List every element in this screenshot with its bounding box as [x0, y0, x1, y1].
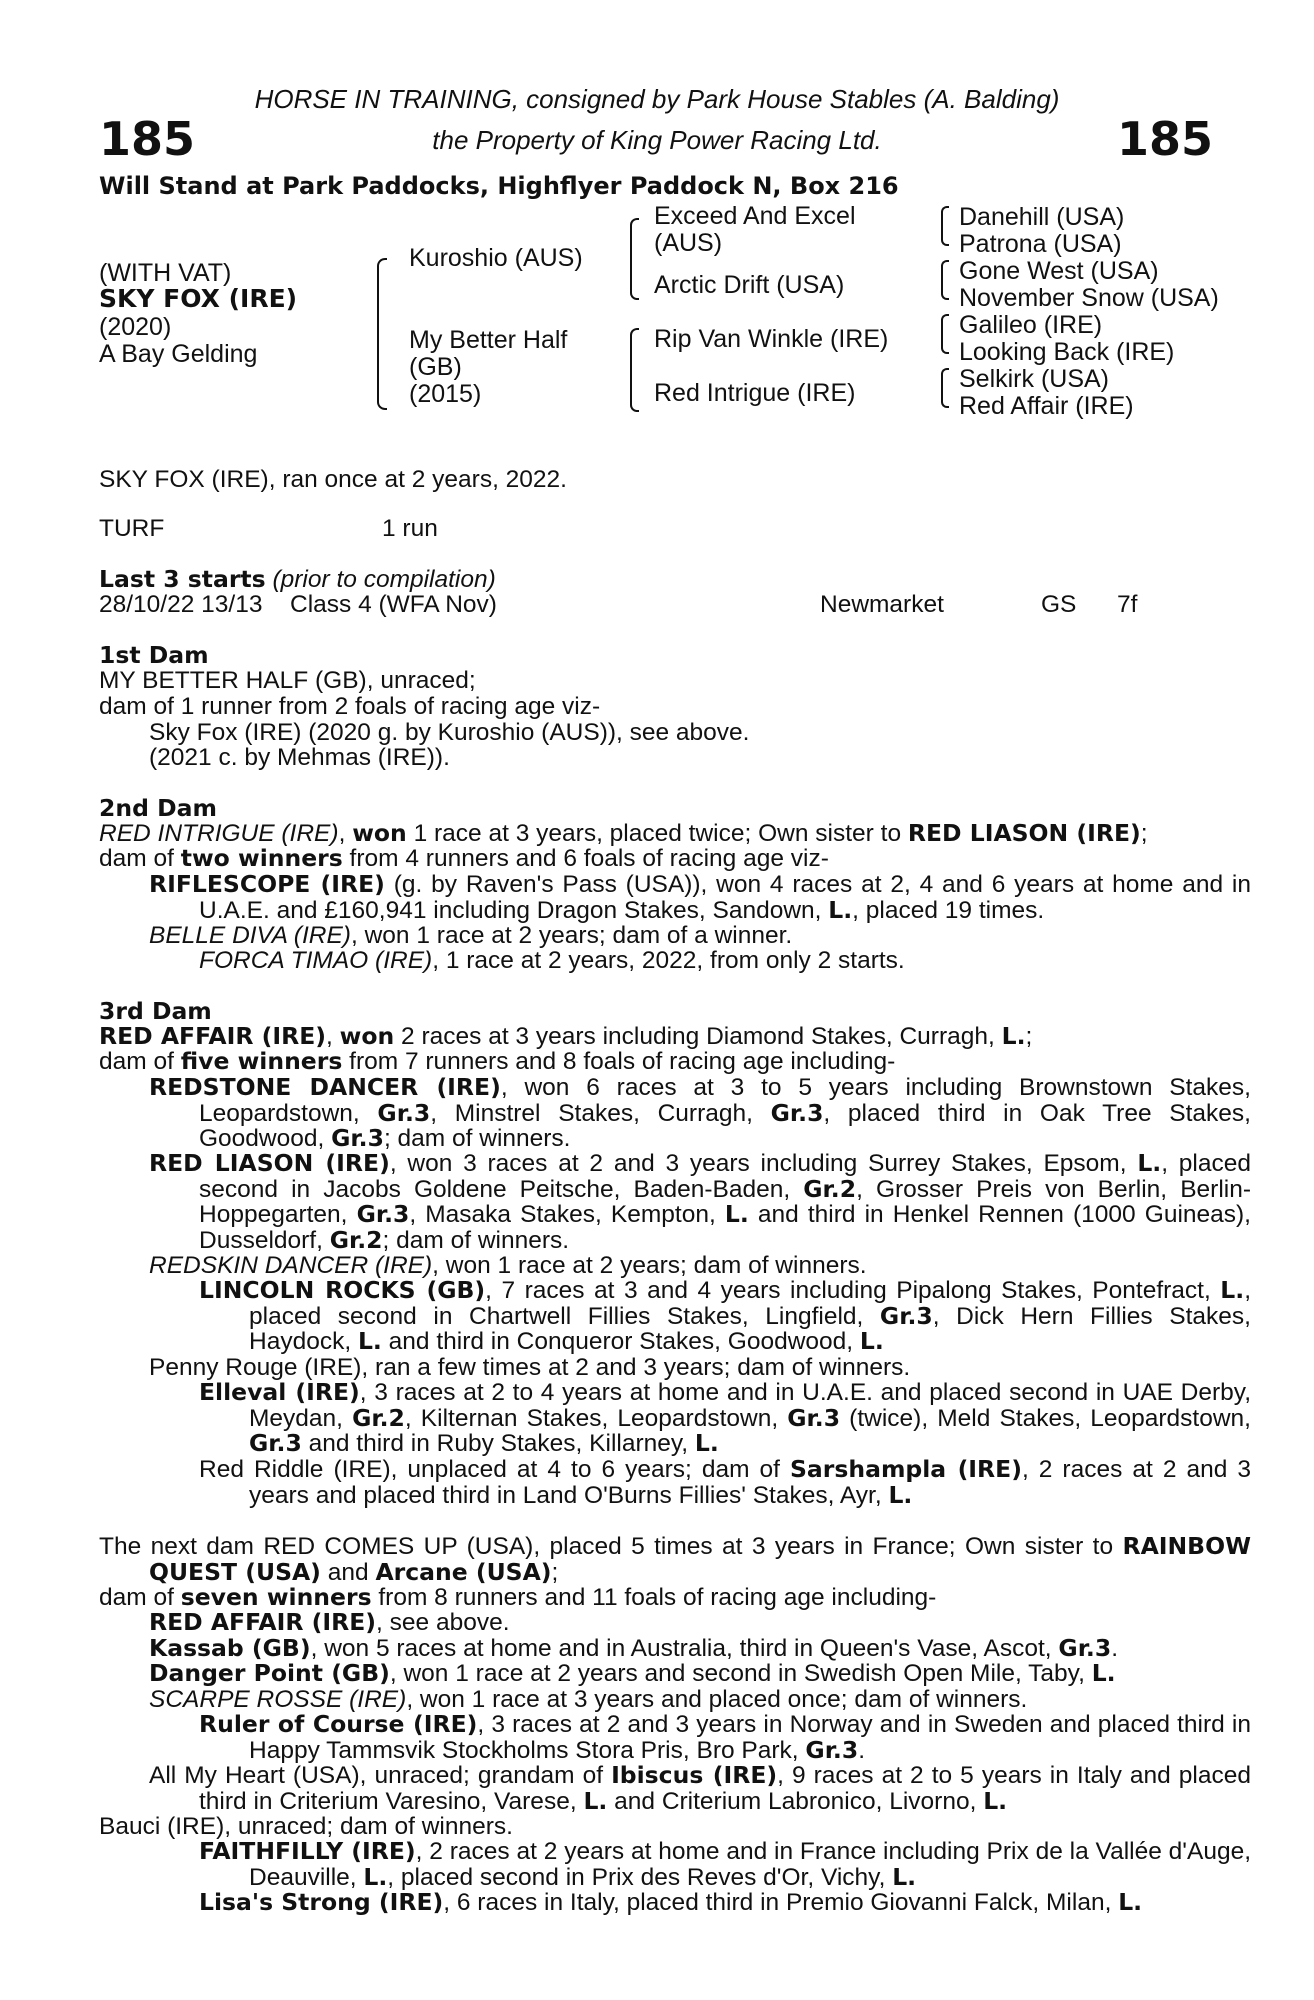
- pedigree-ddd: Red Affair (IRE): [959, 392, 1134, 420]
- start-course: Newmarket: [820, 591, 944, 618]
- dam2-runner-forca-timao: FORCA TIMAO (IRE), 1 race at 2 years, 2022, from only 2 starts.: [199, 947, 905, 974]
- lot-number-left: 185: [99, 112, 196, 166]
- pedigree-sdd: November Snow (USA): [959, 284, 1219, 312]
- dam3-line1: RED AFFAIR (IRE), won 2 races at 3 years including Diamond Stakes, Curragh, L.;: [99, 1022, 1033, 1050]
- pedigree-sire: Kuroshio (AUS): [409, 244, 583, 272]
- dam2-heading: 2nd Dam: [99, 794, 217, 822]
- record-surface: TURF: [99, 515, 165, 542]
- nextdam-runner-faithfilly: FAITHFILLY (IRE), 2 races at 2 years at home and in France including Prix de la Vallée d'Auge, Deauville, L., placed second in Prix des Reves d'Or, Vichy, L.: [199, 1837, 1251, 1891]
- dam3-heading: 3rd Dam: [99, 997, 212, 1025]
- dam2-runner-riflescope: RIFLESCOPE (IRE) (g. by Raven's Pass (USA)), won 4 races at 2, 4 and 6 years at home and in U.A.E. and £160,941 including Dragon Stakes, Sandown, L., placed 19 times.: [149, 870, 1251, 924]
- dam3-runner-elleval: Elleval (IRE), 3 races at 2 to 4 years at home and in U.A.E. and placed second in UAE Derby, Meydan, Gr.2, Kilternan Stakes, Leopardstown, Gr.3 (twice), Meld Stakes, Leopardstown, Gr.3 and third in Ruby Stakes, Killarney, L.: [199, 1378, 1251, 1457]
- brace-gen1: [377, 258, 387, 410]
- nextdam-runner-kassab: Kassab (GB), won 5 races at home and in Australia, third in Queen's Vase, Ascot, Gr.3.: [149, 1634, 1119, 1662]
- pedigree-ssd: Patrona (USA): [959, 230, 1122, 258]
- pedigree-dds: Selkirk (USA): [959, 365, 1110, 393]
- brace-sire-side: [630, 218, 639, 300]
- dam3-runner-penny-rouge: Penny Rouge (IRE), ran a few times at 2 and 3 years; dam of winners.: [149, 1354, 911, 1381]
- pedigree-dam-year: (2015): [409, 380, 482, 408]
- dam1-heading: 1st Dam: [99, 641, 209, 669]
- nextdam-runner-scarpe-rosse: SCARPE ROSSE (IRE), won 1 race at 3 years and placed once; dam of winners.: [149, 1686, 1028, 1713]
- brace-gen3-3: [941, 314, 949, 354]
- pedigree-dam-line1: My Better Half: [409, 326, 568, 354]
- horse-year: (2020): [99, 313, 172, 341]
- nextdam-runner-bauci: Bauci (IRE), unraced; dam of winners.: [99, 1813, 513, 1840]
- brace-gen3-2: [941, 260, 949, 300]
- pedigree-sds: Gone West (USA): [959, 257, 1159, 285]
- start-going: GS: [1041, 591, 1077, 618]
- start-date-position: 28/10/22 13/13: [99, 591, 263, 618]
- race-summary: SKY FOX (IRE), ran once at 2 years, 2022.: [99, 466, 567, 493]
- pedigree-dam-sire: Rip Van Winkle (IRE): [654, 325, 889, 353]
- pedigree-dss: Galileo (IRE): [959, 311, 1103, 339]
- record-runs: 1 run: [382, 515, 438, 542]
- pedigree-sss: Danehill (USA): [959, 203, 1125, 231]
- brace-gen3-1: [941, 206, 949, 246]
- start-race-class: Class 4 (WFA Nov): [290, 591, 497, 618]
- nextdam-runner-all-my-heart: All My Heart (USA), unraced; grandam of Ibiscus (IRE), 9 races at 2 to 5 years in Italy and placed third in Criterium Varesino, Varese, L. and Criterium Labronico, Livorno, L.: [149, 1761, 1251, 1815]
- dam3-runner-red-riddle: Red Riddle (IRE), unplaced at 4 to 6 years; dam of Sarshampla (IRE), 2 races at 2 and 3 years and placed third in Land O'Burns Fillies' Stakes, Ayr, L.: [199, 1455, 1251, 1509]
- dam1-foal2: (2021 c. by Mehmas (IRE)).: [149, 744, 450, 771]
- vat-label: (WITH VAT): [99, 259, 232, 287]
- dam1-line2: dam of 1 runner from 2 foals of racing age viz-: [99, 693, 601, 720]
- nextdam-runner-red-affair: RED AFFAIR (IRE), see above.: [149, 1608, 510, 1636]
- nextdam-line2: dam of seven winners from 8 runners and 11 foals of racing age including-: [99, 1583, 937, 1611]
- last-starts-heading: Last 3 starts (prior to compilation): [99, 565, 496, 593]
- start-distance: 7f: [1117, 591, 1138, 618]
- dam3-runner-redstone-dancer: REDSTONE DANCER (IRE), won 6 races at 3 to 5 years including Brownstown Stakes, Leopardstown, Gr.3, Minstrel Stakes, Curragh, Gr.3, placed third in Oak Tree Stakes, Goodwood, Gr.3; dam of winners.: [149, 1073, 1251, 1152]
- dam3-runner-redskin-dancer: REDSKIN DANCER (IRE), won 1 race at 2 years; dam of winners.: [149, 1252, 867, 1279]
- pedigree-sire-sire-line2: (AUS): [654, 229, 723, 257]
- pedigree-sire-sire-line1: Exceed And Excel: [654, 202, 856, 230]
- dam2-line2: dam of two winners from 4 runners and 6 foals of racing age viz-: [99, 844, 829, 872]
- dam3-line2: dam of five winners from 7 runners and 8 foals of racing age including-: [99, 1047, 896, 1075]
- dam3-runner-lincoln-rocks: LINCOLN ROCKS (GB), 7 races at 3 and 4 years including Pipalong Stakes, Pontefract, L., placed second in Chartwell Fillies Stakes, Lingfield, Gr.3, Dick Hern Fillies Stakes, Haydock, L. and third in Conqueror Stakes, Goodwood, L.: [199, 1276, 1252, 1355]
- dam3-runner-red-liason: RED LIASON (IRE), won 3 races at 2 and 3 years including Surrey Stakes, Epsom, L., placed second in Jacobs Goldene Peitsche, Baden-Baden, Gr.2, Grosser Preis von Berlin, Berlin-Hoppegarten, Gr.3, Masaka Stakes, Kempton, L. and third in Henkel Rennen (1000 Guineas), Dusseldorf, Gr.2; dam of winners.: [149, 1149, 1251, 1254]
- lot-number-right: 185: [1117, 112, 1214, 166]
- brace-dam-side: [630, 328, 639, 412]
- property-line: the Property of King Power Racing Ltd.: [432, 125, 882, 155]
- nextdam-runner-lisas-strong: Lisa's Strong (IRE), 6 races in Italy, placed third in Premio Giovanni Falck, Milan, L.: [199, 1888, 1143, 1916]
- consignor-line: HORSE IN TRAINING, consigned by Park House Stables (A. Balding): [254, 84, 1060, 114]
- dam2-line1: RED INTRIGUE (IRE), won 1 race at 3 years, placed twice; Own sister to RED LIASON (IRE);: [99, 819, 1148, 847]
- pedigree-sire-dam: Arctic Drift (USA): [654, 271, 845, 299]
- nextdam-runner-danger-point: Danger Point (GB), won 1 race at 2 years and second in Swedish Open Mile, Taby, L.: [149, 1659, 1116, 1687]
- stand-location: Will Stand at Park Paddocks, Highflyer Paddock N, Box 216: [99, 172, 899, 200]
- pedigree-dam-dam: Red Intrigue (IRE): [654, 379, 856, 407]
- dam1-foal1: Sky Fox (IRE) (2020 g. by Kuroshio (AUS)), see above.: [149, 719, 750, 746]
- horse-name: SKY FOX (IRE): [99, 284, 298, 313]
- brace-gen3-4: [941, 368, 949, 408]
- dam1-line1: MY BETTER HALF (GB), unraced;: [99, 667, 476, 694]
- nextdam-line1: The next dam RED COMES UP (USA), placed 5 times at 3 years in France; Own sister to RAINBOW QUEST (USA) and Arcane (USA);: [99, 1532, 1251, 1586]
- dam2-runner-belle-diva: BELLE DIVA (IRE), won 1 race at 2 years; dam of a winner.: [149, 922, 793, 949]
- horse-description: A Bay Gelding: [99, 340, 258, 368]
- pedigree-dam-line2: (GB): [409, 353, 462, 381]
- pedigree-dsd: Looking Back (IRE): [959, 338, 1175, 366]
- nextdam-runner-ruler-of-course: Ruler of Course (IRE), 3 races at 2 and 3 years in Norway and in Sweden and placed third in Happy Tammsvik Stockholms Stora Pris, Bro Park, Gr.3.: [199, 1710, 1251, 1764]
